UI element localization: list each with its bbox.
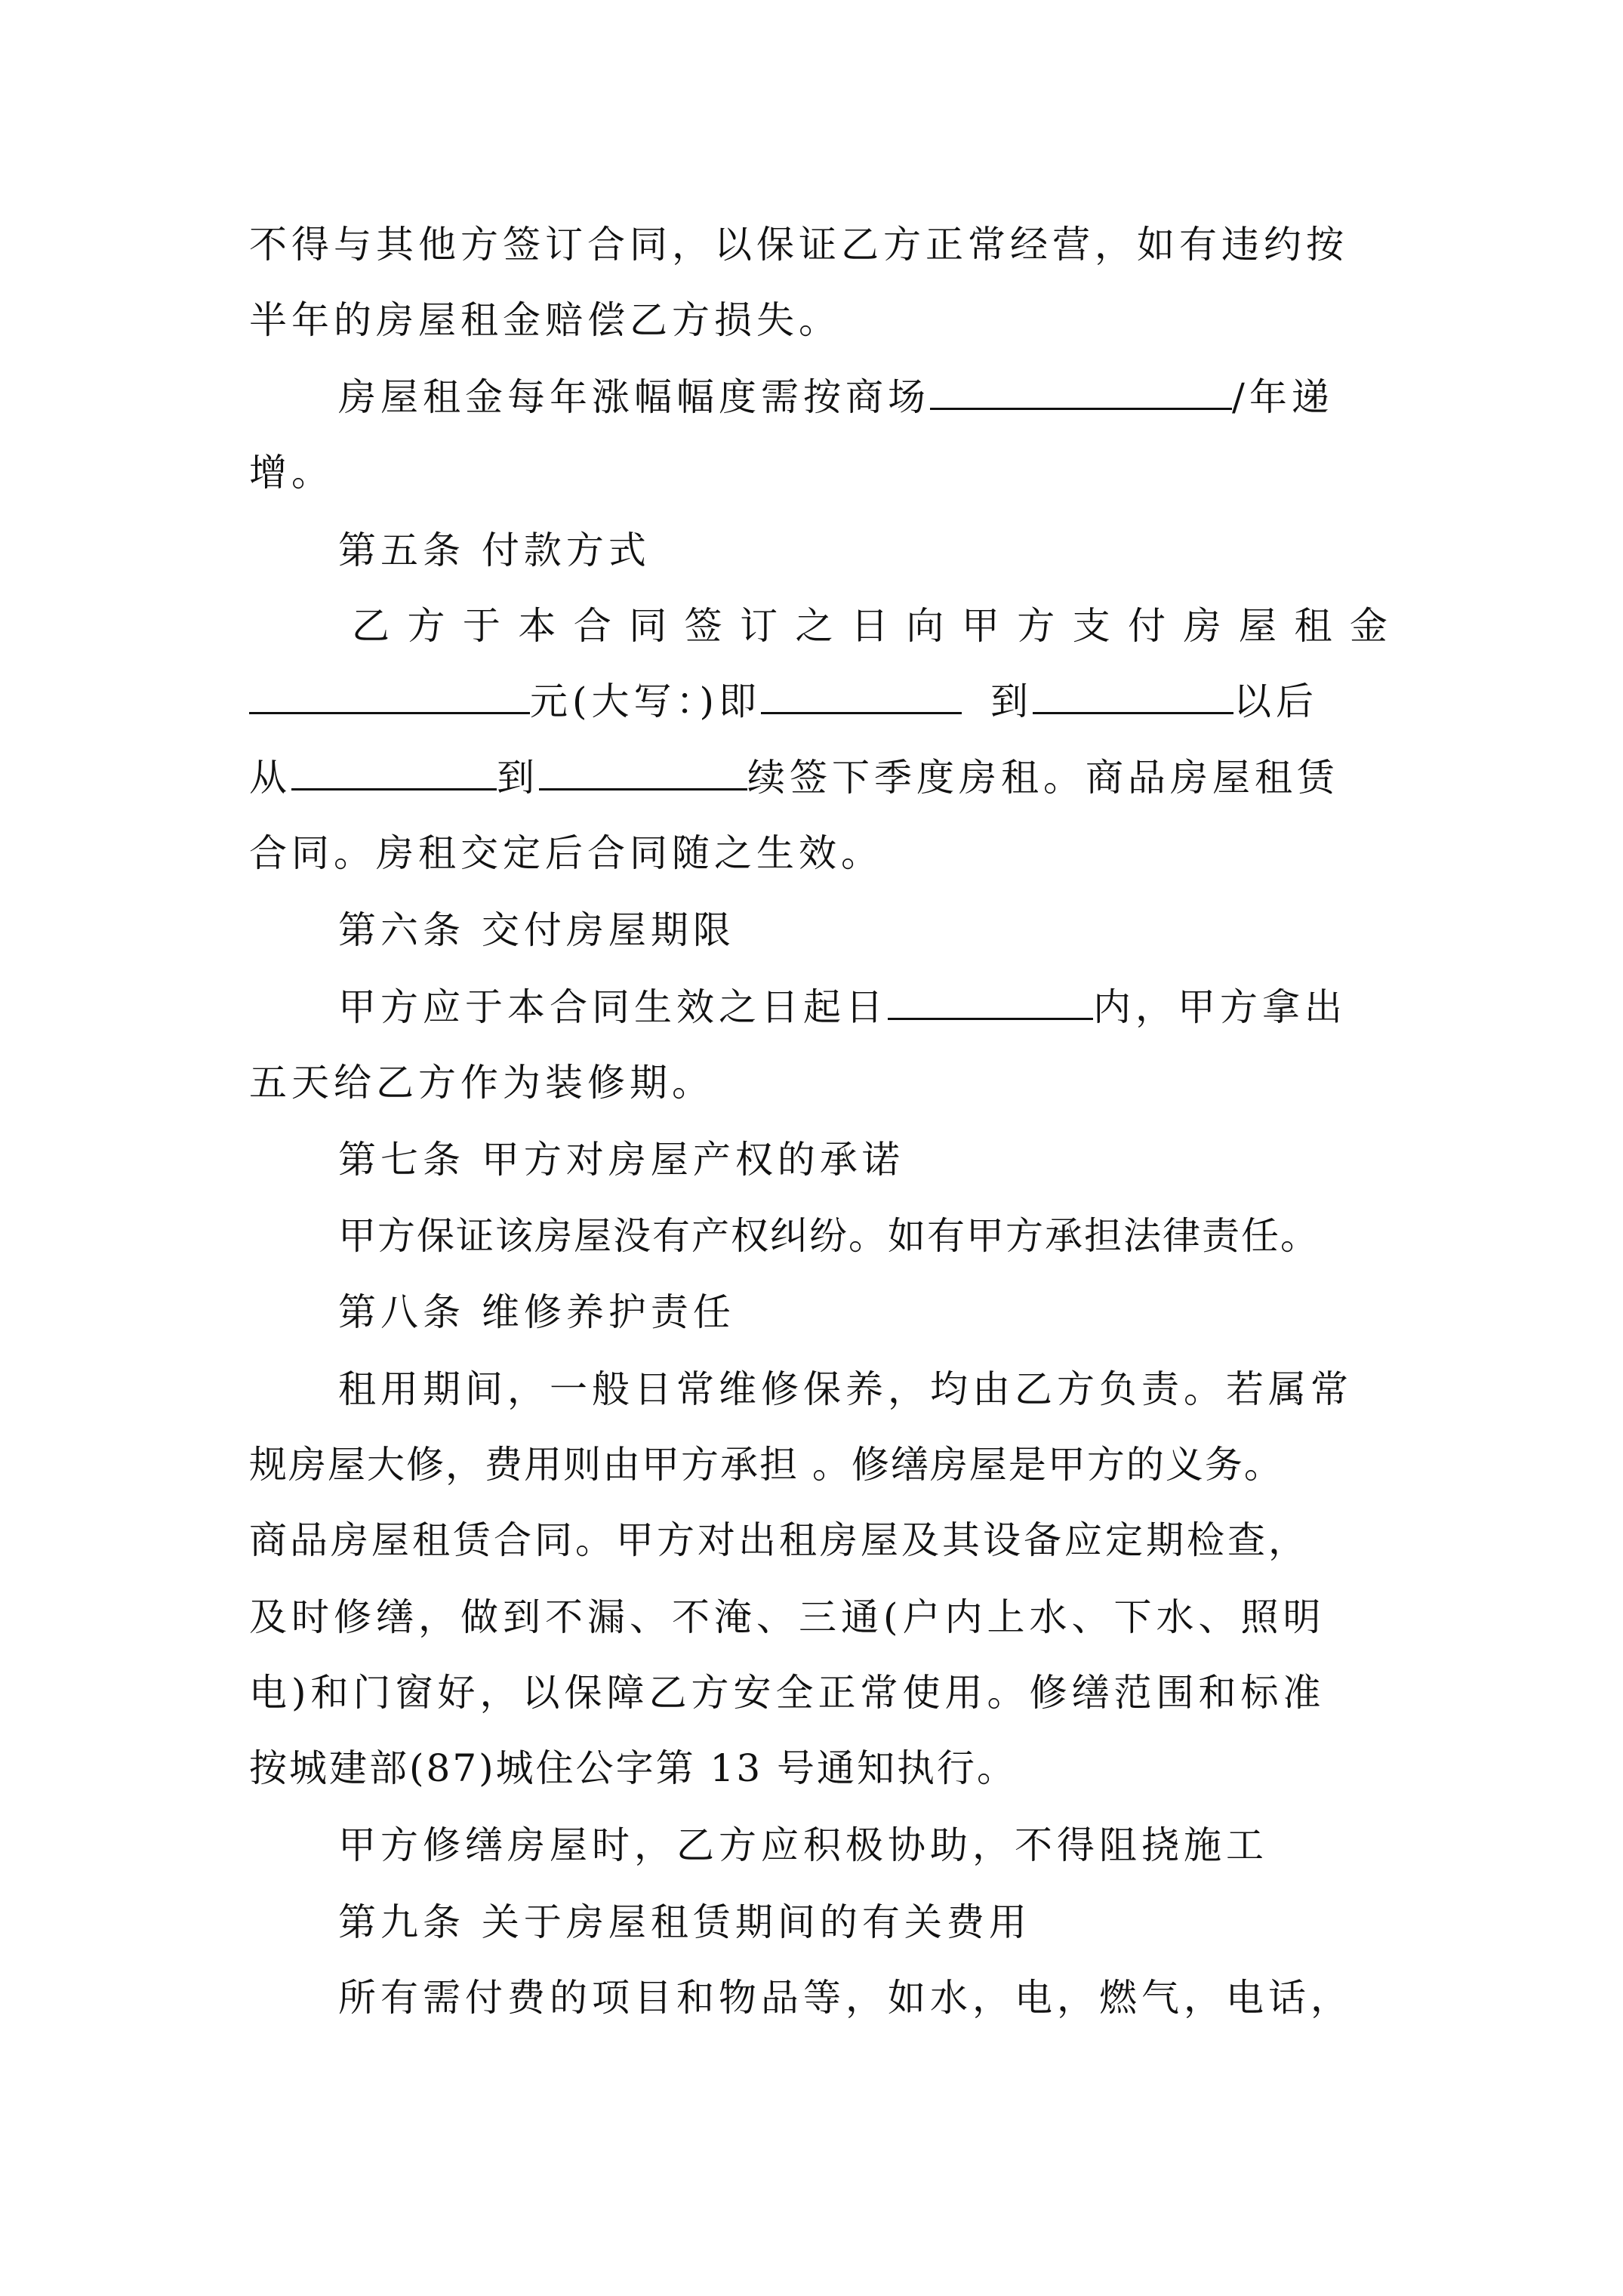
paragraph-line: 甲方修缮房屋时，乙方应积极协助，不得阻挠施工	[338, 1823, 1268, 1867]
text-segment: /年递	[1232, 375, 1334, 419]
character: 甲	[961, 604, 999, 648]
section-heading: 第六条 交付房屋期限	[338, 908, 735, 952]
text-segment: 以后	[1233, 680, 1319, 723]
text-segment: 从	[249, 756, 291, 800]
character: 金	[1349, 604, 1387, 648]
fill-in-blank	[930, 374, 1232, 410]
section-heading: 第八条 维修养护责任	[338, 1290, 735, 1334]
text-segment: 元(大写：)即	[530, 680, 762, 723]
fill-in-blank	[1033, 679, 1233, 714]
character: 于	[462, 604, 500, 648]
character: 之	[795, 604, 833, 648]
character: 方	[1017, 604, 1055, 648]
character: 日	[850, 604, 888, 648]
paragraph-line: 商品房屋租赁合同。甲方对出租房屋及其设备应定期检查，	[249, 1518, 1309, 1562]
character: 租	[1294, 604, 1332, 648]
character: 乙	[352, 604, 390, 648]
text-segment: 到	[497, 756, 539, 800]
text-segment: 到	[990, 680, 1033, 723]
character: 支	[1072, 604, 1110, 648]
paragraph-line: 半年的房屋租金赔偿乙方损失。	[249, 298, 841, 342]
character: 订	[740, 604, 778, 648]
paragraph-line: 及时修缮，做到不漏、不淹、三通(户内上水、下水、照明	[249, 1595, 1326, 1639]
fill-in-blank	[539, 755, 747, 791]
text-segment: 续签下季度房租。商品房屋租赁	[747, 756, 1339, 800]
paragraph-line: 合同。房租交定后合同随之生效。	[249, 831, 883, 875]
paragraph-line-with-blank	[338, 983, 1387, 1031]
section-heading: 第九条 关于房屋租赁期间的有关费用	[338, 1900, 1031, 1944]
fill-in-blank	[761, 679, 962, 714]
paragraph-line: 五天给乙方作为装修期。	[249, 1061, 714, 1105]
paragraph-line: 增。	[249, 451, 334, 495]
fill-in-blank	[888, 985, 1093, 1020]
character: 方	[407, 604, 445, 648]
fill-in-blank	[249, 679, 530, 714]
paragraph-line	[352, 602, 1387, 650]
section-heading: 第七条 甲方对房屋产权的承诺	[338, 1138, 904, 1182]
character: 付	[1128, 604, 1166, 648]
paragraph-line: 规房屋大修，费用则由甲方承担 。修缮房屋是甲方的义务。	[249, 1443, 1283, 1487]
paragraph-line: 租用期间，一般日常维修保养，均由乙方负责。若属常	[338, 1367, 1353, 1411]
character: 同	[629, 604, 667, 648]
character: 房	[1183, 604, 1221, 648]
paragraph-line: 电)和门窗好，以保障乙方安全正常使用。修缮范围和标准	[249, 1671, 1326, 1715]
character: 向	[906, 604, 944, 648]
paragraph-line: 所有需付费的项目和物品等，如水，电，燃气，电话，	[338, 1976, 1353, 2020]
character: 屋	[1239, 604, 1277, 648]
character: 签	[684, 604, 722, 648]
character: 本	[518, 604, 556, 648]
character: 合	[573, 604, 611, 648]
paragraph-line: 不得与其他方签订合同，以保证乙方正常经营，如有违约按	[249, 223, 1348, 267]
section-heading: 第五条 付款方式	[338, 529, 651, 572]
paragraph-line-with-blank	[338, 373, 1387, 421]
text-segment: 内，甲方拿出	[1093, 985, 1347, 1029]
paragraph-line: 按城建部(87)城住公字第 13 号通知执行。	[249, 1746, 1018, 1790]
paragraph-line: 甲方保证该房屋没有产权纠纷。如有甲方承担法律责任。	[338, 1214, 1320, 1258]
paragraph-line-with-blank	[249, 677, 1387, 726]
fill-in-blank	[291, 755, 497, 791]
text-segment: 房屋租金每年涨幅幅度需按商场	[338, 375, 930, 419]
text-segment: 甲方应于本合同生效之日起日	[338, 985, 888, 1029]
paragraph-line-with-blank	[249, 754, 1387, 802]
